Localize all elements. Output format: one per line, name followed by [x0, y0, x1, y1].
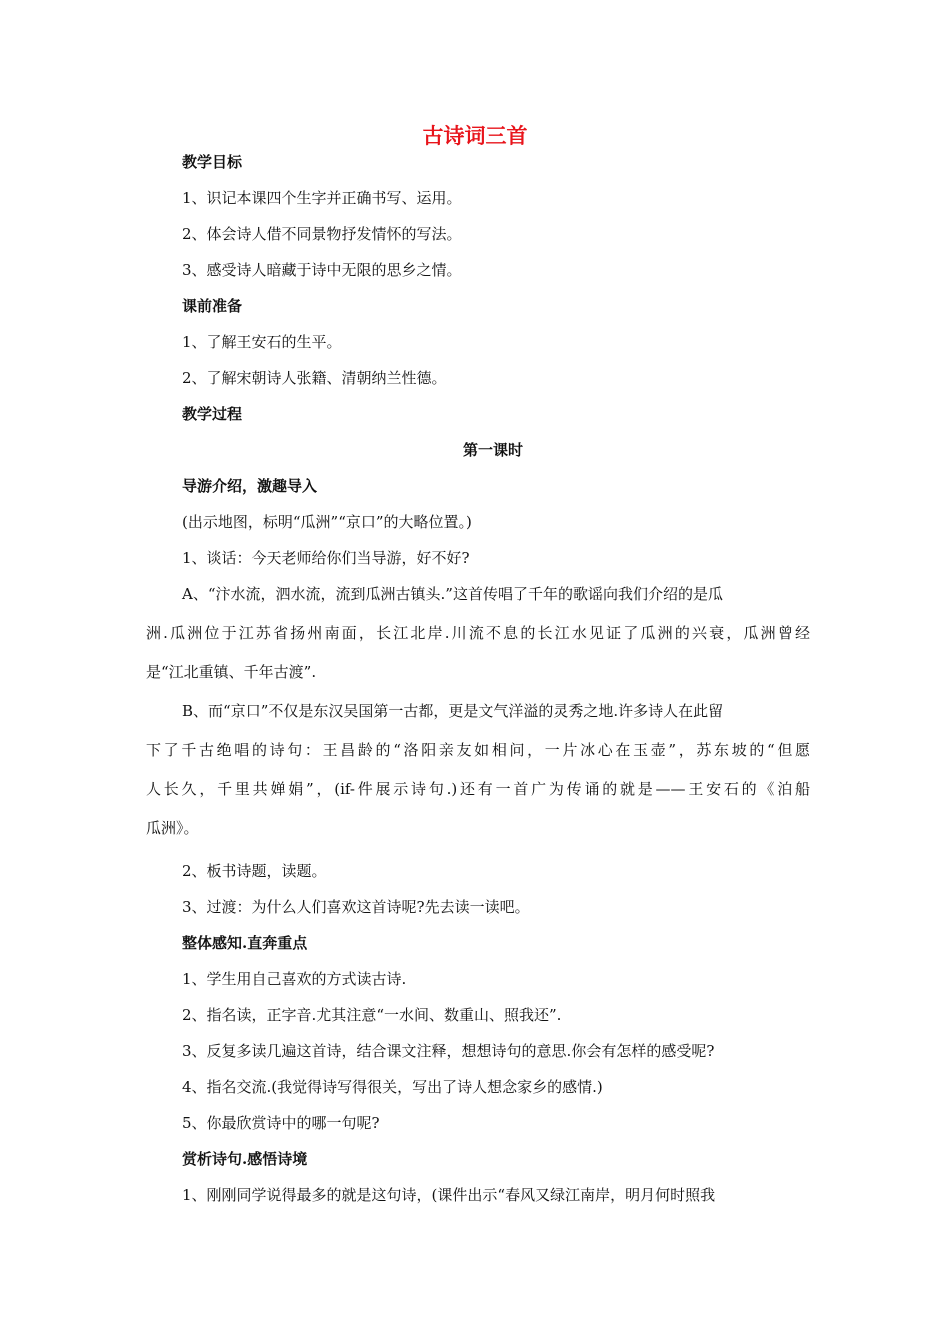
paragraph: 1、识记本课四个生字并正确书写、运用。: [182, 189, 462, 207]
paragraph: (出示地图，标明“瓜洲”“京口”的大略位置。): [182, 513, 472, 531]
paragraph-continuation: 下了千古绝唱的诗句：王昌龄的“洛阳亲友如相问，一片冰心在玉壶”，苏东坡的“但愿: [146, 741, 810, 759]
paragraph: 1、谈话：今天老师给你们当导游，好不好?: [182, 549, 470, 567]
section-heading-teaching-goals: 教学目标: [182, 153, 243, 171]
paragraph-continuation: 洲.瓜洲位于江苏省扬州南面，长江北岸.川流不息的长江水见证了瓜洲的兴衰，瓜洲曾经: [146, 624, 810, 642]
paragraph: 2、板书诗题，读题。: [182, 862, 327, 880]
paragraph-continuation: 瓜洲》。: [146, 819, 199, 837]
paragraph: 2、了解宋朝诗人张籍、清朝纳兰性德。: [182, 369, 447, 387]
paragraph: B、而“京口”不仅是东汉吴国第一古都，更是文气洋溢的灵秀之地.许多诗人在此留: [182, 702, 724, 720]
paragraph: 1、学生用自己喜欢的方式读古诗.: [182, 970, 407, 988]
paragraph: A、“汴水流，泗水流，流到瓜洲古镇头.”这首传唱了千年的歌谣向我们介绍的是瓜: [182, 585, 723, 603]
paragraph: 3、感受诗人暗藏于诗中无限的思乡之情。: [182, 261, 462, 279]
paragraph: 1、刚刚同学说得最多的就是这句诗，(课件出示“春风又绿江南岸，明月何时照我: [182, 1186, 716, 1204]
section-heading-preparation: 课前准备: [182, 297, 243, 315]
section-heading-process: 教学过程: [182, 405, 243, 423]
paragraph: 5、你最欣赏诗中的哪一句呢?: [182, 1114, 380, 1132]
section-heading-appreciation: 赏析诗句.感悟诗境: [182, 1150, 308, 1168]
paragraph-continuation: 是“江北重镇、千年古渡”.: [146, 663, 317, 681]
lesson-heading-first-period: 第一课时: [462, 441, 523, 459]
paragraph: 1、了解王安石的生平。: [182, 333, 342, 351]
paragraph: 4、指名交流.(我觉得诗写得很关，写出了诗人想念家乡的感情.): [182, 1078, 603, 1096]
section-heading-overview: 整体感知.直奔重点: [182, 934, 308, 952]
paragraph: 2、指名读，正字音.尤其注意“一水间、数重山、照我还”.: [182, 1006, 562, 1024]
paragraph: 3、过渡：为什么人们喜欢这首诗呢?先去读一读吧。: [182, 898, 530, 916]
section-heading-introduction: 导游介绍，激趣导入: [182, 477, 318, 495]
document-title: 古诗词三首: [422, 123, 528, 148]
paragraph-continuation: 人长久，千里共婵娟”，(if-件展示诗句.)还有一首广为传诵的就是——王安石的《泊船: [146, 780, 810, 798]
paragraph: 3、反复多读几遍这首诗，结合课文注释，想想诗句的意思.你会有怎样的感受呢?: [182, 1042, 715, 1060]
paragraph: 2、体会诗人借不同景物抒发情怀的写法。: [182, 225, 462, 243]
